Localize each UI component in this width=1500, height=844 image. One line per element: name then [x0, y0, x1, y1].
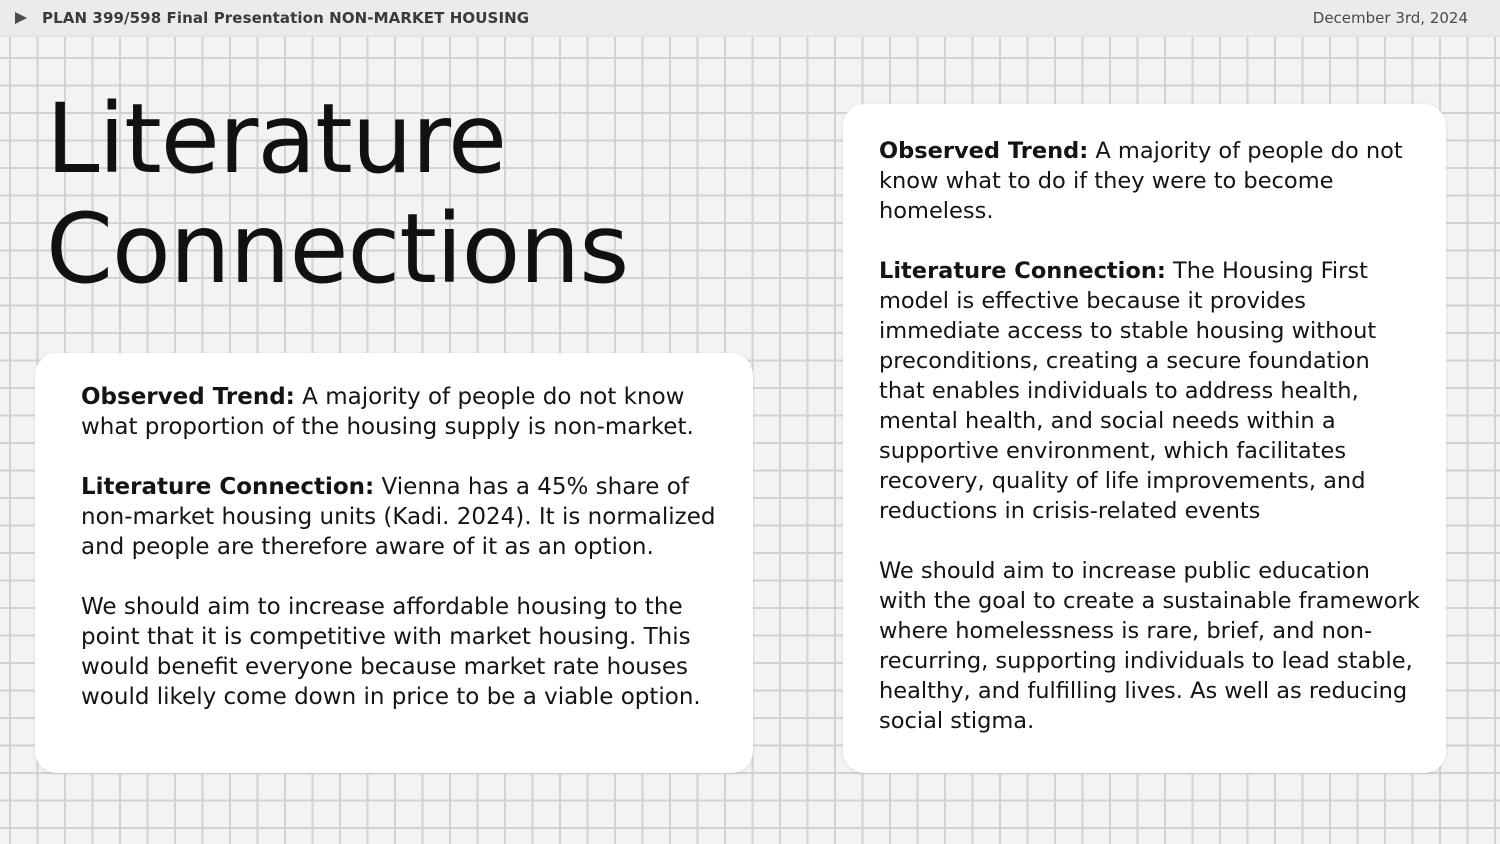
literature-connection-text: Vienna has a 45% share of non-market housing units (Kadi. 2024). It is normalized and people are therefore aware of it as an option.: [81, 474, 716, 560]
observed-trend-text: A majority of people do not know what proportion of the housing supply is non-market.: [81, 384, 694, 440]
slide-title-line-2: Connections: [46, 193, 629, 305]
presentation-title: PLAN 399/598 Final Presentation NON-MARKET HOUSING: [42, 9, 530, 27]
observed-trend-paragraph: [81, 382, 723, 442]
observed-trend-label: Observed Trend:: [879, 138, 1089, 164]
slide-title-line-1: Literature: [46, 83, 507, 195]
literature-connection-text: The Housing First model is effective because it provides immediate access to stable housing without preconditions, creating a secure foundation that enables individuals to address health, mental health, and social needs within a supportive environment, which facilitates recovery, quality of life improvements, and reductions in crisis-related events: [879, 258, 1377, 524]
observed-trend-label: Observed Trend:: [81, 384, 295, 410]
presentation-header-bar: [0, 0, 1500, 37]
left-content-card: [35, 353, 753, 773]
literature-connection-paragraph: [81, 472, 723, 562]
slide-title: [46, 84, 628, 304]
right-content-card: [843, 104, 1446, 773]
literature-connection-label: Literature Connection:: [879, 258, 1166, 284]
literature-connection-label: Literature Connection:: [81, 474, 375, 500]
observed-trend-paragraph: [879, 136, 1420, 226]
recommendation-paragraph: We should aim to increase affordable housing to the point that it is competitive with market housing. This would benefit everyone because market rate houses would likely come down in price to be a viable option.: [81, 594, 701, 710]
presentation-date: December 3rd, 2024: [1312, 9, 1468, 27]
recommendation-paragraph: We should aim to increase public education with the goal to create a sustainable framework where homelessness is rare, brief, and non-recurring, supporting individuals to lead stable, healthy, and fulfilling lives. As well as reducing social stigma.: [879, 558, 1420, 734]
literature-connection-paragraph: [879, 256, 1420, 526]
observed-trend-text: A majority of people do not know what to do if they were to become homeless.: [879, 138, 1403, 224]
play-icon[interactable]: [15, 12, 27, 24]
